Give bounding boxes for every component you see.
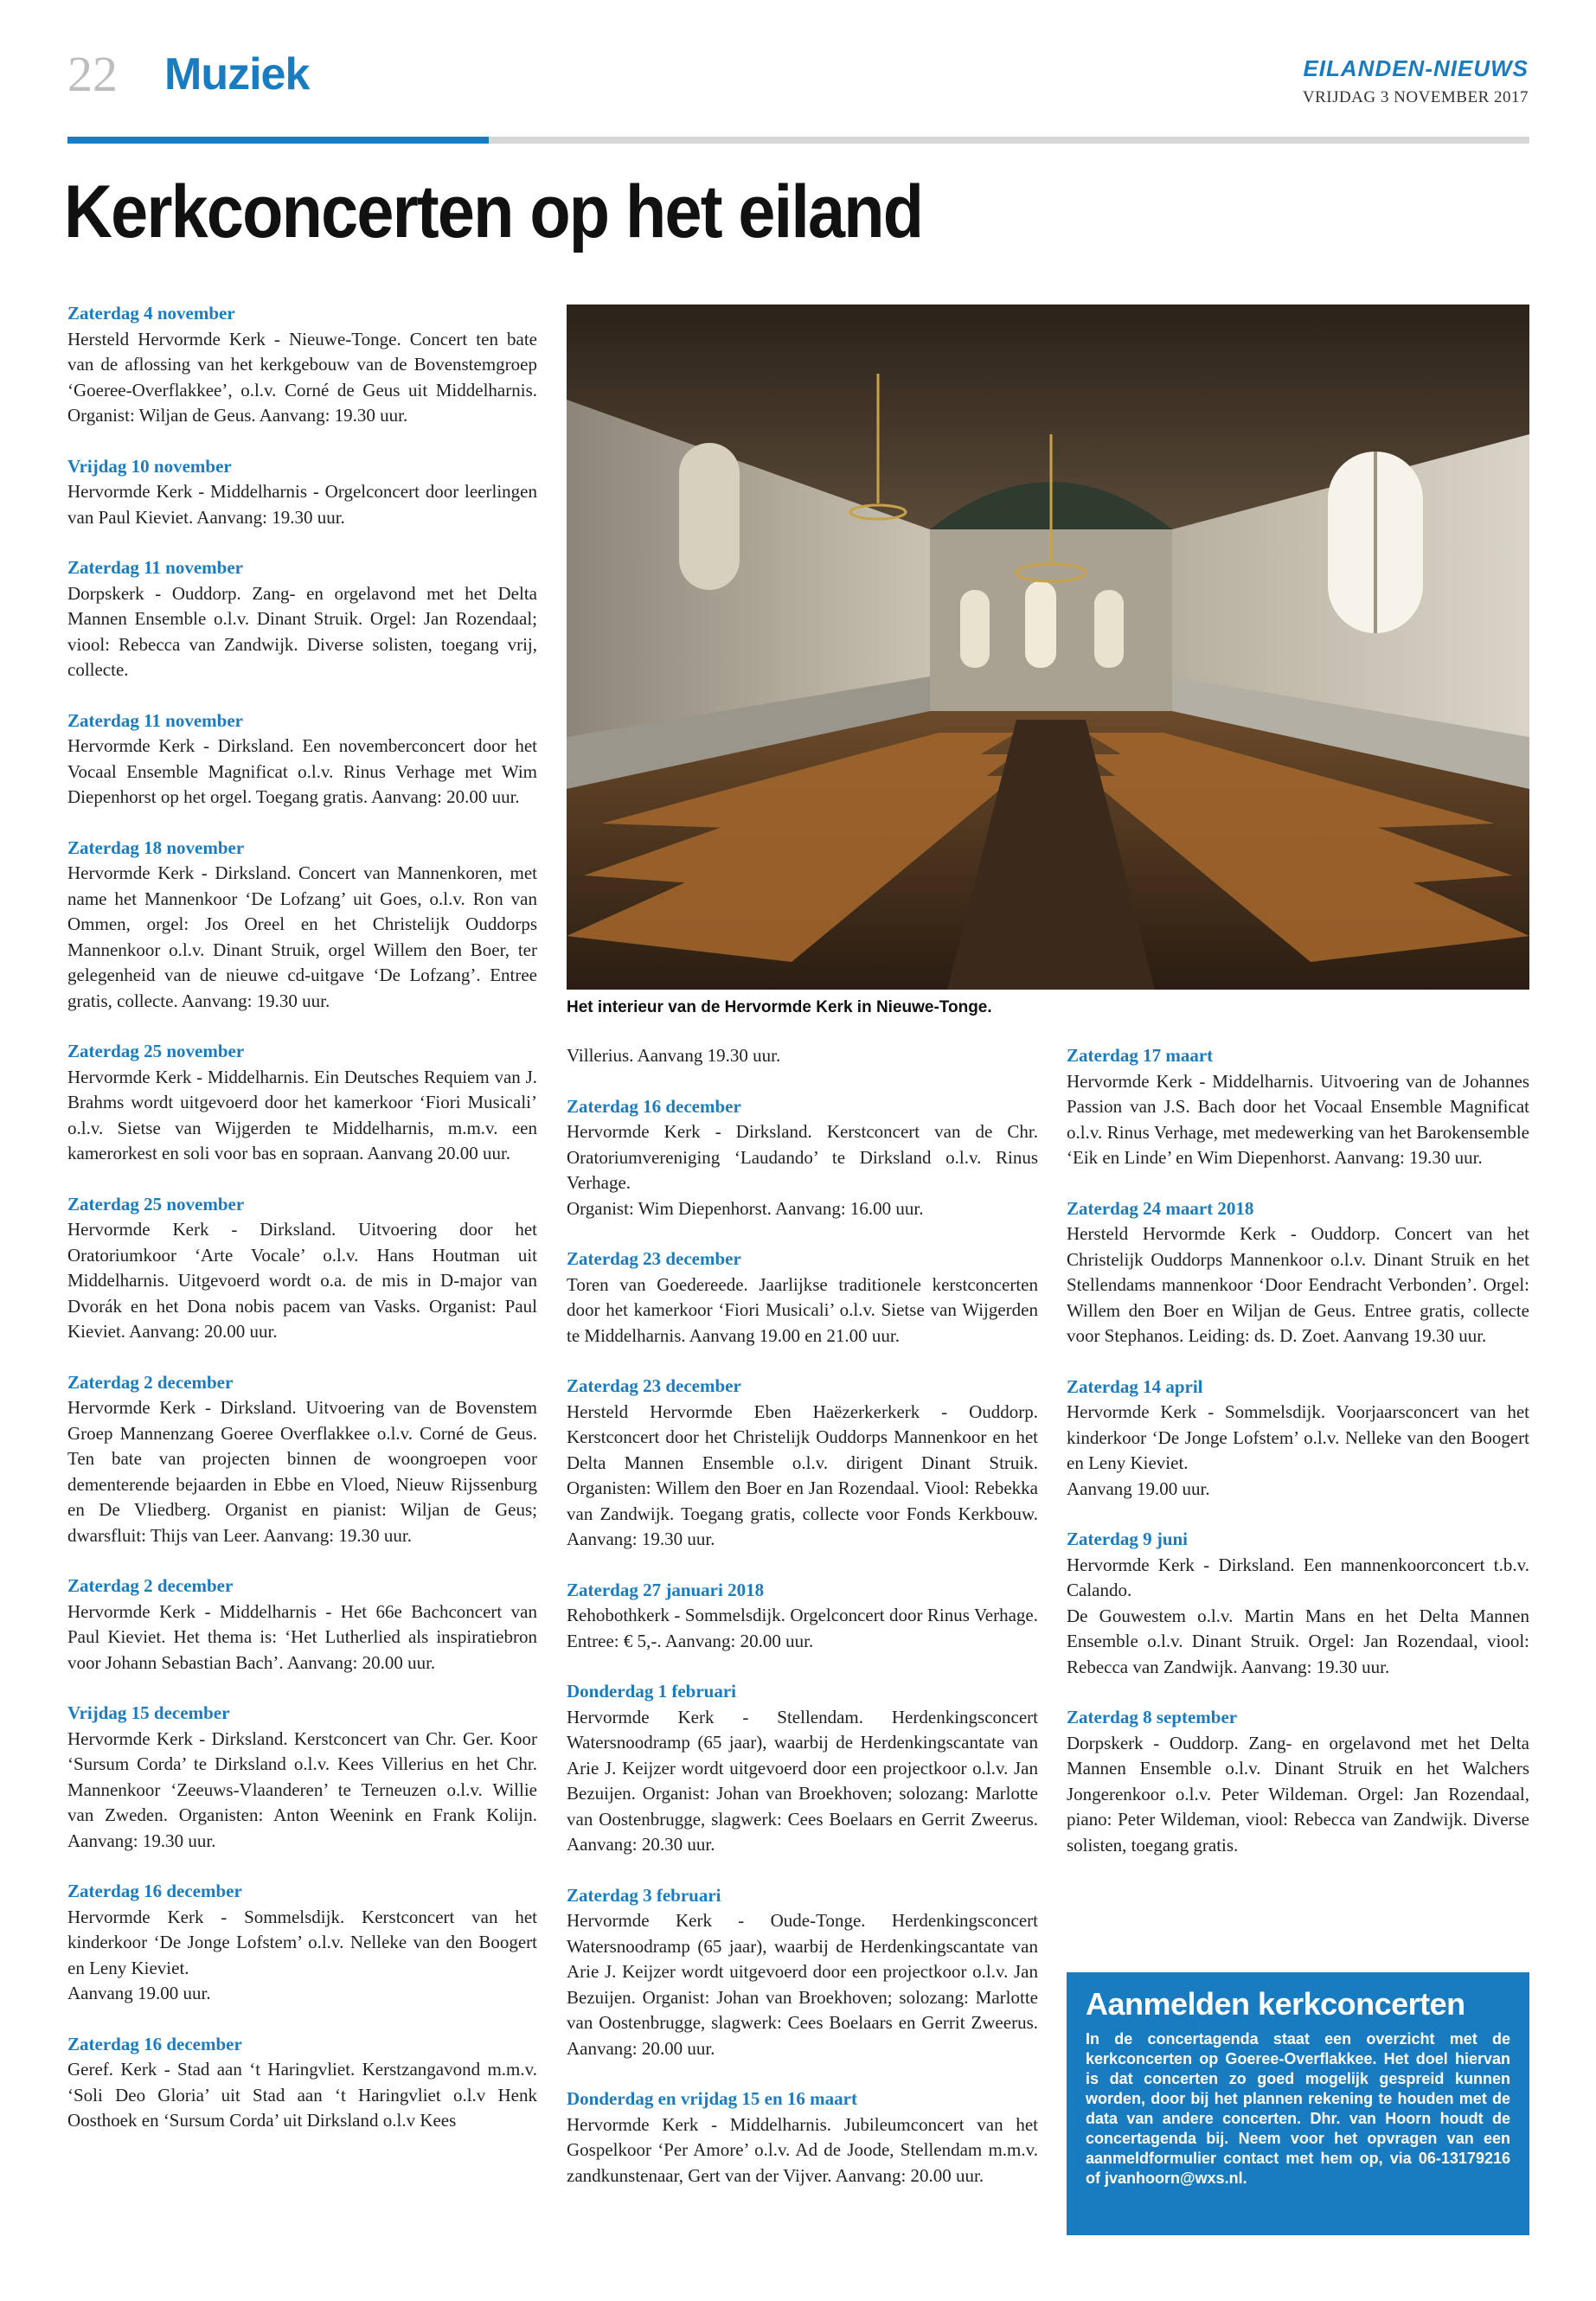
- event-text: Dorpskerk - Ouddorp. Zang- en orgelavond met het Delta Mannen Ensemble o.l.v. Dinant Struik. Orgel: Jan Rozendaal; viool: Rebecca van Zandwijk. Diverse solisten, toegang vrij, collecte.: [67, 582, 537, 680]
- events-column-2: [567, 1043, 1038, 2214]
- event-text: Hervormde Kerk - Dirksland. Concert van Mannenkoren, met name het Mannenkoor ‘De Lofzang’ uit Goes, o.l.v. Ron van Ommen, orgel: Jos Oreel en het Christelijk Ouddorps Mannenkoor o.l.v. Dinant Struik, orgel Willem den Boer, ter gelegenheid van de nieuwe cd-uitgave ‘De Lofzang’. Entree gratis, collecte. Aanvang: 19.30 uur.: [67, 862, 537, 1011]
- event-text: Aanvang 19.00 uur.: [1067, 1477, 1210, 1499]
- event-item: [567, 1043, 1038, 1069]
- event-text: Hervormde Kerk - Oude-Tonge. Herdenkingsconcert Watersnoodramp (65 jaar), waarbij de Herdenkingscantate van Arie J. Keijzer wordt uitgevoerd door een projectkoor o.l.v. Jan Bezuijen. Organist: Johan van Broekhoven; solozang: Marlotte van Oostenbrugge, slagwerk: Cees Boelaars en Gerrit Zweerus. Aanvang: 20.00 uur.: [567, 1910, 1038, 2059]
- event-item: [67, 836, 537, 1015]
- event-item: [67, 2032, 537, 2134]
- event-text: Hervormde Kerk - Dirksland. Uitvoering door het Oratoriumkoor ‘Arte Vocale’ o.l.v. Hans Houtman uit Middelharnis. Uitgevoerd wordt o.a. de mis in D-major van Dvorák en het Dona nobis pacem van Vasks. Organist: Paul Kieviet. Aanvang: 20.00 uur.: [67, 1219, 537, 1342]
- event-date: Zaterdag 14 april: [1067, 1375, 1203, 1397]
- event-text-continued: Villerius. Aanvang 19.30 uur.: [567, 1045, 781, 1066]
- event-date: Donderdag 1 februari: [567, 1681, 736, 1702]
- event-text: Hervormde Kerk - Dirksland. Een mannenkoorconcert t.b.v. Calando.: [1067, 1554, 1529, 1600]
- event-item: [567, 1094, 1038, 1222]
- event-date: Zaterdag 16 december: [567, 1095, 741, 1117]
- event-date: Zaterdag 27 januari 2018: [567, 1579, 765, 1600]
- events-column-1: [67, 301, 537, 2159]
- event-text: Hervormde Kerk - Middelharnis - Orgelconcert door leerlingen van Paul Kieviet. Aanvang: 19.30 uur.: [67, 481, 537, 528]
- event-item: [1067, 1043, 1529, 1171]
- event-date: Zaterdag 18 november: [67, 836, 245, 858]
- header-rule-accent: [67, 137, 489, 144]
- event-text: Hervormde Kerk - Dirksland. Kerstconcert van Chr. Ger. Koor ‘Sursum Corda’ te Dirksland o.l.v. Kees Villerius en het Chr. Mannenkoor ‘Zeeuws-Vlaanderen’ te Terneuzen o.l.v. Willie van Zweden. Organisten: Anton Weenink en Frank Kolijn. Aanvang: 19.30 uur.: [67, 1727, 537, 1851]
- event-text: Hersteld Hervormde Eben Haëzerkerkerk - Ouddorp. Kerstconcert door het Christelijk Ouddorps Mannenkoor en het Delta Mannen Ensemble o.l.v. dirigent Dinant Struik. Organisten: Willem den Boer en Jan Rozendaal. Viool: Rebekka van Zandwijk. Toegang gratis, collecte voor Fonds Kerkbouw. Aanvang: 19.30 uur.: [567, 1400, 1038, 1549]
- event-item: [67, 555, 537, 683]
- event-item: [67, 1039, 537, 1167]
- event-date: Zaterdag 9 juni: [1067, 1529, 1189, 1549]
- event-text: Aanvang 19.00 uur.: [67, 1983, 211, 2003]
- event-date: Zaterdag 2 december: [67, 1371, 234, 1393]
- section-title: Muziek: [164, 49, 310, 99]
- event-item: [67, 1574, 537, 1676]
- event-item: [67, 1701, 537, 1854]
- event-item: [1067, 1705, 1529, 1858]
- event-item: [567, 1374, 1038, 1553]
- event-text: Dorpskerk - Ouddorp. Zang- en orgelavond met het Delta Mannen Ensemble o.l.v. Dinant Struik en het Walchers Jongerenkoor o.l.v. Peter Wildeman. Orgel: Jan Rozendaal, piano: Peter Wildeman, viool: Rebecca van Zandwijk. Diverse solisten, toegang gratis.: [1067, 1732, 1529, 1856]
- event-item: [567, 2086, 1038, 2189]
- event-text: Hervormde Kerk - Stellendam. Herdenkingsconcert Watersnoodramp (65 jaar), waarbij de Herdenkingscantate van Arie J. Keijzer wordt uitgevoerd door een projectkoor o.l.v. Jan Bezuijen. Organist: Johan van Broekhoven; solozang: Marlotte van Oostenbrugge, slagwerk: Cees Boelaars en Gerrit Zweerus. Aanvang: 20.30 uur.: [567, 1706, 1038, 1855]
- masthead-logo: EILANDEN-NIEUWS: [1303, 55, 1529, 81]
- event-item: [567, 1247, 1038, 1349]
- page-number: 22: [67, 46, 118, 102]
- event-text: De Gouwestem o.l.v. Martin Mans en het Delta Mannen Ensemble o.l.v. Dinant Struik. Orgel: Jan Rozendaal, viool: Rebecca van Zandwijk. Aanvang: 19.30 uur.: [1067, 1605, 1529, 1677]
- event-text: Hervormde Kerk - Dirksland. Uitvoering van de Bovenstem Groep Mannenzang Goeree Overflakkee o.l.v. Corné de Geus. Ten bate van projecten binnen de woongroepen voor dementerende bejaarden in Ebbe en Vloed, Nieuw Rijssenburg en De Vliedberg. Organist en pianist: Wiljan de Geus; dwarsfluit: Thijs van Leer. Aanvang: 19.30 uur.: [67, 1397, 537, 1546]
- event-date: Zaterdag 2 december: [67, 1575, 234, 1596]
- events-column-3: [1067, 1043, 1529, 1883]
- event-date: Zaterdag 17 maart: [1067, 1045, 1214, 1066]
- headline: Kerkconcerten op het eiland: [64, 170, 923, 253]
- event-item: [67, 1879, 537, 2007]
- event-date: Zaterdag 16 december: [67, 2033, 242, 2054]
- event-date: Zaterdag 24 maart 2018: [1067, 1197, 1254, 1219]
- photo-caption: Het interieur van de Hervormde Kerk in Nieuwe-Tonge.: [567, 998, 992, 1016]
- infobox-text: In de concertagenda staat een overzicht met de kerkconcerten op Goeree-Overflakkee. Het doel hiervan is dat concerten zo goed mogelijk gespreid kunnen worden, door bij het plannen rekening te houden met de data van andere concerten. Dhr. van Hoorn houdt de concertagenda bij. Neem voor het opvragen van een aanmeldformulier contact met hem op, via 06-13179216 of jvanhoorn@wxs.nl.: [1086, 2030, 1510, 2187]
- event-text: Toren van Goedereede. Jaarlijkse traditionele kerstconcerten door het kamerkoor ‘Fiori Musicali’ o.l.v. Sietse van Wijgerden te Middelharnis. Aanvang 19.00 en 21.00 uur.: [567, 1273, 1038, 1346]
- event-date: Zaterdag 25 november: [67, 1193, 245, 1215]
- event-text: Rehobothkerk - Sommelsdijk. Orgelconcert door Rinus Verhage. Entree: € 5,-. Aanvang: 20.00 uur.: [567, 1605, 1038, 1651]
- event-date: Zaterdag 8 september: [1067, 1707, 1238, 1727]
- event-date: Vrijdag 15 december: [67, 1702, 230, 1723]
- event-date: Zaterdag 16 december: [67, 1881, 242, 1901]
- event-text: Hervormde Kerk - Middelharnis - Het 66e Bachconcert van Paul Kieviet. Het thema is: ‘Het Lutherlied als inspiratiebron voor Johann Sebastian Bach’. Aanvang: 20.00 uur.: [67, 1600, 537, 1673]
- event-date: Zaterdag 11 november: [67, 709, 243, 731]
- church-interior-photo: [567, 304, 1529, 990]
- event-text: Organist: Wim Diepenhorst. Aanvang: 16.00 uur.: [567, 1197, 924, 1219]
- event-text: Hervormde Kerk - Dirksland. Een novemberconcert door het Vocaal Ensemble Magnificat o.l.v. Rinus Verhage met Wim Diepenhorst op het orgel. Toegang gratis. Aanvang: 20.00 uur.: [67, 735, 537, 807]
- event-text: Hersteld Hervormde Kerk - Ouddorp. Concert van het Christelijk Ouddorps Mannenkoor o.l.v. Dinant Struik en het Stellendams mannenkoor ‘Door Eendracht Verbonden’. Orgel: Willem den Boer en Wiljan de Geus. Entree gratis, collecte voor Stephanos. Leiding: ds. D. Zoet. Aanvang 19.30 uur.: [1067, 1223, 1529, 1346]
- page-date: VRIJDAG 3 NOVEMBER 2017: [1302, 88, 1529, 106]
- registration-infobox: [1067, 1972, 1529, 2235]
- event-date: Zaterdag 11 november: [67, 557, 243, 578]
- event-text: Hervormde Kerk - Middelharnis. Jubileumconcert van het Gospelkoor ‘Per Amore’ o.l.v. Ad de Joode, Stellendam m.m.v. zandkunstenaar, Gert van der Vijver. Aanvang: 20.00 uur.: [567, 2113, 1038, 2186]
- event-date: Zaterdag 3 februari: [567, 1884, 721, 1906]
- infobox-title: Aanmelden kerkconcerten: [1086, 1986, 1465, 2022]
- event-item: [67, 454, 537, 531]
- event-text: Hervormde Kerk - Middelharnis. Ein Deutsches Requiem van J. Brahms wordt uitgevoerd door het kamerkoor ‘Fiori Musicali’ o.l.v. Sietse van Wijgerden te Middelharnis, m.m.v. een kamerorkest en soli voor bas en sopraan. Aanvang 20.00 uur.: [67, 1066, 537, 1163]
- event-text: Hervormde Kerk - Sommelsdijk. Voorjaarsconcert van het kinderkoor ‘De Jonge Lofstem’ o.l.v. Nelleke van den Boogert en Leny Kieviet.: [1067, 1401, 1529, 1473]
- event-text: Hervormde Kerk - Sommelsdijk. Kerstconcert van het kinderkoor ‘De Jonge Lofstem’ o.l.v. Nelleke van den Boogert en Leny Kieviet.: [67, 1906, 537, 1978]
- event-item: [67, 1370, 537, 1549]
- event-date: Zaterdag 23 december: [567, 1248, 741, 1269]
- event-item: [67, 301, 537, 429]
- event-date: Zaterdag 4 november: [67, 303, 235, 324]
- event-item: [67, 708, 537, 811]
- event-text: Hervormde Kerk - Middelharnis. Uitvoering van de Johannes Passion van J.S. Bach door het Vocaal Ensemble Magnificat o.l.v. Rinus Verhage, met medewerking van het Barokensemble ‘Eik en Linde’ en Wim Diepenhorst. Aanvang: 19.30 uur.: [1067, 1070, 1529, 1168]
- event-text: Hervormde Kerk - Dirksland. Kerstconcert van de Chr. Oratoriumvereniging ‘Laudando’ te Dirksland o.l.v. Rinus Verhage.: [567, 1121, 1038, 1193]
- event-text: Geref. Kerk - Stad aan ‘t Haringvliet. Kerstzangavond m.m.v. ‘Soli Deo Gloria’ uit Stad aan ‘t Haringvliet o.l.v Henk Oosthoek en ‘Sursum Corda’ uit Dirksland o.l.v Kees: [67, 2059, 537, 2131]
- event-item: [1067, 1196, 1529, 1349]
- event-date: Vrijdag 10 november: [67, 455, 232, 477]
- event-item: [567, 1883, 1038, 2062]
- event-text: Hersteld Hervormde Kerk - Nieuwe-Tonge. Concert ten bate van de aflossing van het kerkgebouw van de Bovenstemgroep ‘Goeree-Overflakkee’, o.l.v. Corné de Geus uit Middelharnis. Organist: Wiljan de Geus. Aanvang: 19.30 uur.: [67, 328, 537, 426]
- event-date: Donderdag en vrijdag 15 en 16 maart: [567, 2088, 857, 2109]
- event-date: Zaterdag 23 december: [567, 1375, 741, 1396]
- event-date: Zaterdag 25 november: [67, 1041, 245, 1061]
- event-item: [567, 1679, 1038, 1858]
- event-item: [1067, 1375, 1529, 1503]
- event-item: [1067, 1527, 1529, 1680]
- event-item: [567, 1578, 1038, 1655]
- event-item: [67, 1192, 537, 1345]
